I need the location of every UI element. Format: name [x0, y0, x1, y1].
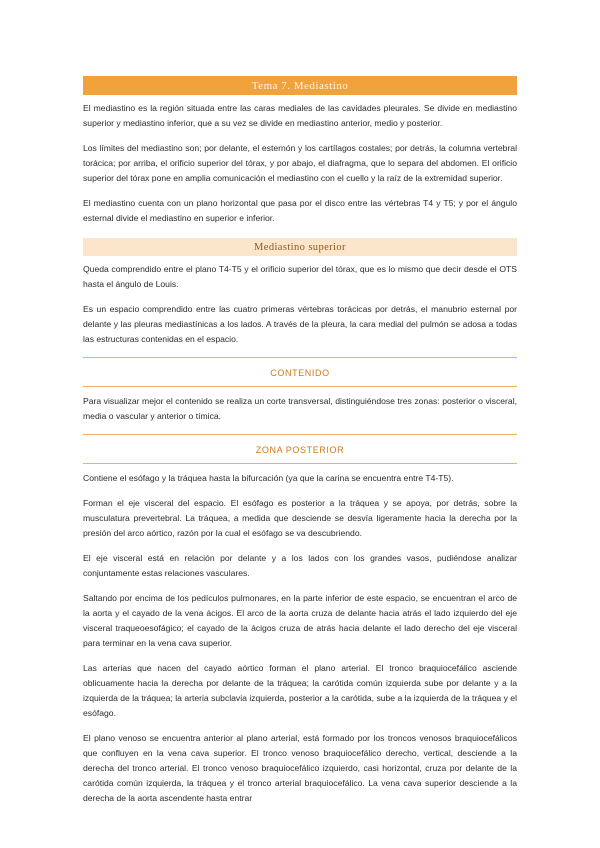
posterior-paragraph-2: Forman el eje visceral del espacio. El esófago es posterior a la tráquea y se apoya, por detrás, sobre la musculatura prevertebral. La tráquea, a medida que desciende se desvía ligeramente hacia la derecha por la presión del arco aórtico, razón por la cual el esófago se va descubriendo.	[83, 498, 517, 538]
subtitle-banner	[83, 238, 517, 256]
intro-paragraph-3: El mediastino cuenta con un plano horizontal que pasa por el disco entre las vértebras T4 y T5; y por el ángulo esternal divide el mediastino en superior e inferior.	[83, 198, 517, 223]
section-subtitle: Mediastino superior	[254, 241, 346, 253]
contenido-paragraph: Para visualizar mejor el contenido se realiza un corte transversal, distinguiéndose tres zonas: posterior o visceral, media o vascular y anterior o tímica.	[83, 396, 517, 421]
posterior-heading-block	[83, 434, 517, 464]
superior-paragraph-2: Es un espacio comprendido entre las cuatro primeras vértebras torácicas por detrás, el manubrio esternal por delante y las pleuras mediastínicas a los lados. A través de la pleura, la cara medial del pulmón se adosa a todas las estructuras contenidas en el espacio.	[83, 304, 517, 344]
posterior-paragraph-4: Saltando por encima de los pedículos pulmonares, en la parte inferior de este espacio, se encuentran el arco de la aorta y el cayado de la vena ácigos. El arco de la aorta cruza de delante hacia atrás el lado izquierdo del eje visceral traqueoesofágico; el cayado de la ácigos cruza de atrás hacia delante el lado derecho del eje visceral para terminar en la vena cava superior.	[83, 593, 517, 648]
posterior-paragraph-1: Contiene el esófago y la tráquea hasta la bifurcación (ya que la carina se encuentra entre T4-T5).	[83, 473, 454, 483]
posterior-paragraph-3: El eje visceral está en relación por delante y a los lados con los grandes vasos, pudiéndose analizar conjuntamente estas relaciones vasculares.	[83, 553, 517, 578]
intro-paragraph-1: El mediastino es la región situada entre las caras mediales de las cavidades pleurales. Se divide en mediastino superior y mediastino inferior, que a su vez se divide en mediastino anterior, medio y posterior.	[83, 103, 517, 128]
posterior-paragraph-6: El plano venoso se encuentra anterior al plano arterial, está formado por los troncos venosos braquiocefálicos que confluyen en la vena cava superior. El tronco venoso braquiocefálico derecho, vertical, desciende a la derecha del tronco arterial. El tronco venoso braquiocefálico izquierdo, casi horizontal, cruza por delante de la carótida común izquierda, la tráquea y el tronco arterial braquiocefálico. La vena cava superior desciende a la derecha de la aorta ascendente hasta entrar	[83, 733, 517, 803]
superior-paragraph-1: Queda comprendido entre el plano T4-T5 y el orificio superior del tórax, que es lo mismo que decir desde el OTS hasta el ángulo de Louis.	[83, 264, 517, 289]
posterior-paragraph-5: Las arterias que nacen del cayado aórtico forman el plano arterial. El tronco braquiocefálico asciende oblicuamente hacia la derecha por delante de la tráquea; la carótida común izquierda sube por delante y a la izquierda de la tráquea; la arteria subclavia izquierda, posterior a la carótida, sube a la izquierda de la tráquea y el esófago.	[83, 663, 517, 718]
page-title: Tema 7. Mediastino	[251, 79, 349, 92]
contenido-heading-block	[83, 357, 517, 387]
contenido-heading: CONTENIDO	[270, 368, 330, 378]
intro-paragraph-2: Los límites del mediastino son; por delante, el esternón y los cartílagos costales; por detrás, la columna vertebral torácica; por arriba, el orificio superior del tórax, y por abajo, el diafragma, que lo separa del abdomen. El orificio superior del tórax pone en amplia comunicación el mediastino con el cuello y la raíz de la extremidad superior.	[83, 143, 517, 183]
title-banner	[83, 76, 517, 95]
posterior-heading: ZONA POSTERIOR	[255, 445, 345, 455]
document-page	[83, 76, 517, 816]
